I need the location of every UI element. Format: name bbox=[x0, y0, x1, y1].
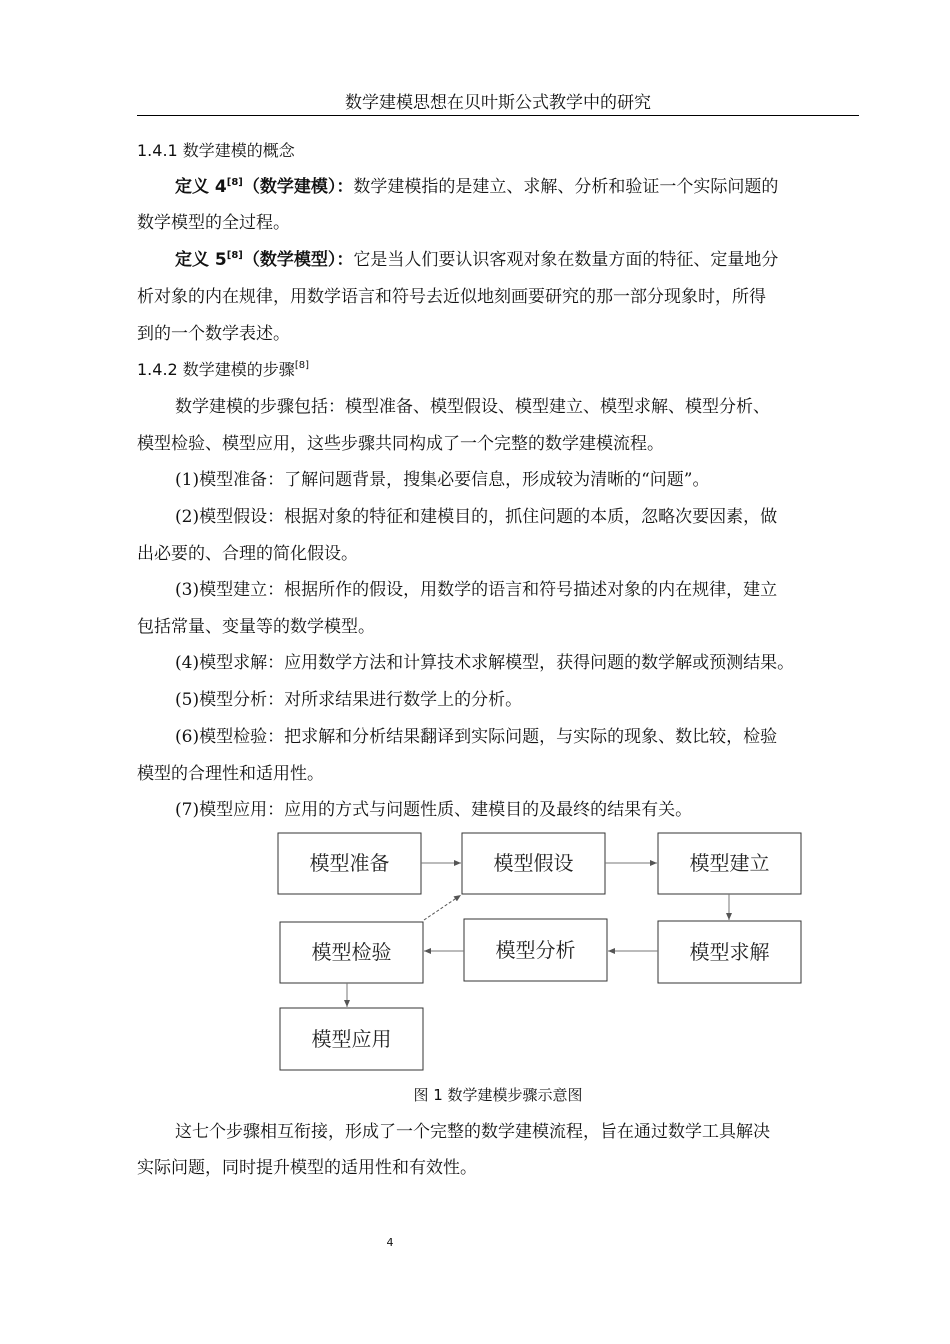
definition-5-label: 定义 5 bbox=[175, 250, 227, 270]
page-header-title: 数学建模思想在贝叶斯公式教学中的研究 bbox=[345, 93, 651, 113]
node-solve-label: 模型求解 bbox=[689, 940, 770, 964]
step-2-line-2: 出必要的、合理的简化假设。 bbox=[137, 544, 358, 564]
steps-intro-line-2: 模型检验、模型应用，这些步骤共同构成了一个完整的数学建模流程。 bbox=[137, 434, 664, 454]
definition-4-ref: [8] bbox=[226, 177, 243, 188]
definition-5-line-3: 到的一个数学表述。 bbox=[137, 324, 290, 344]
node-build-label: 模型建立 bbox=[689, 851, 770, 875]
section-heading-1-4-1: 1.4.1 数学建模的概念 bbox=[137, 141, 295, 160]
closing-line-1: 这七个步骤相互衔接，形成了一个完整的数学建模流程，旨在通过数学工具解决 bbox=[175, 1122, 770, 1142]
figure-caption: 图 1 数学建模步骤示意图 bbox=[413, 1086, 583, 1104]
step-1-line-1: (1)模型准备：了解问题背景，搜集必要信息，形成较为清晰的“问题”。 bbox=[175, 470, 710, 490]
page-number: 4 bbox=[386, 1236, 394, 1249]
section-heading-1-4-2-text: 1.4.2 数学建模的步骤 bbox=[137, 360, 295, 379]
step-7-line-1: (7)模型应用：应用的方式与问题性质、建模目的及最终的结果有关。 bbox=[175, 800, 693, 820]
step-3-line-1: (3)模型建立：根据所作的假设，用数学的语言和符号描述对象的内在规律，建立 bbox=[175, 580, 778, 600]
definition-5-line-2: 析对象的内在规律，用数学语言和符号去近似地刻画要研究的那一部分现象时，所得 bbox=[137, 287, 766, 307]
node-prepare-label: 模型准备 bbox=[309, 851, 390, 875]
step-6-line-1: (6)模型检验：把求解和分析结果翻译到实际问题，与实际的现象、数比较，检验 bbox=[175, 727, 778, 747]
closing-line-2: 实际问题，同时提升模型的适用性和有效性。 bbox=[137, 1158, 477, 1178]
definition-4-text: 数学建模指的是建立、求解、分析和验证一个实际问题的 bbox=[353, 177, 779, 197]
step-2-line-1: (2)模型假设：根据对象的特征和建模目的，抓住问题的本质，忽略次要因素，做 bbox=[175, 507, 778, 527]
definition-5-term: （数学模型）： bbox=[242, 250, 354, 270]
node-apply-label: 模型应用 bbox=[311, 1027, 392, 1051]
step-5-line-1: (5)模型分析：对所求结果进行数学上的分析。 bbox=[175, 690, 523, 710]
node-verify-label: 模型检验 bbox=[311, 940, 392, 964]
definition-4-line-2: 数学模型的全过程。 bbox=[137, 213, 290, 233]
node-assume-label: 模型假设 bbox=[493, 851, 574, 875]
node-analyze-label: 模型分析 bbox=[495, 938, 576, 962]
step-4-line-1: (4)模型求解：应用数学方法和计算技术求解模型，获得问题的数学解或预测结果。 bbox=[175, 653, 795, 673]
step-3-line-2: 包括常量、变量等的数学模型。 bbox=[137, 617, 375, 637]
arrow-verify-to-assume-dashed bbox=[424, 895, 461, 920]
definition-4-label: 定义 4 bbox=[175, 177, 227, 197]
definition-5-ref: [8] bbox=[226, 250, 243, 261]
section-heading-1-4-2-ref: [8] bbox=[294, 360, 309, 371]
step-6-line-2: 模型的合理性和适用性。 bbox=[137, 764, 324, 784]
definition-4-term: （数学建模）： bbox=[242, 177, 354, 197]
definition-5-text: 它是当人们要认识客观对象在数量方面的特征、定量地分 bbox=[353, 250, 779, 270]
steps-intro-line-1: 数学建模的步骤包括：模型准备、模型假设、模型建立、模型求解、模型分析、 bbox=[175, 397, 770, 417]
